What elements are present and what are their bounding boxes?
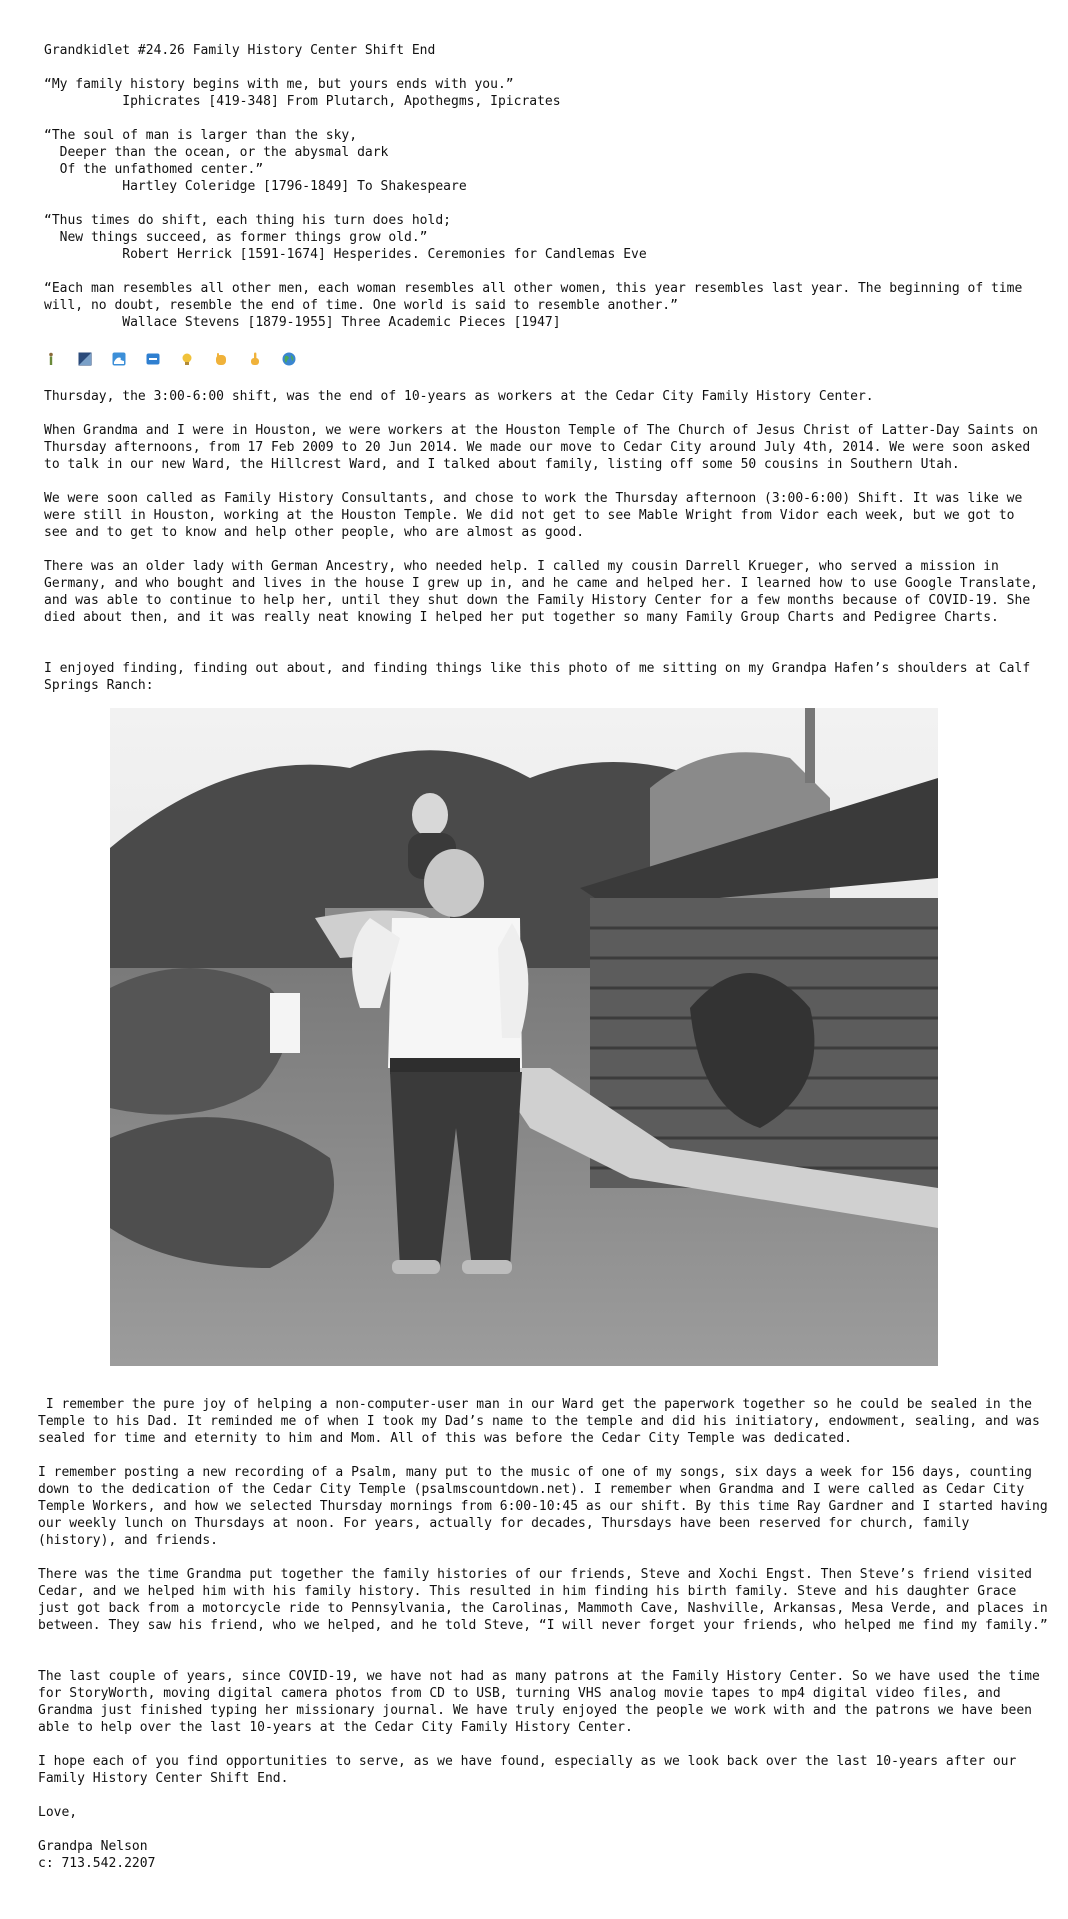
paragraph: Thursday, the 3:00-6:00 shift, was the end of 10-years as workers at the Cedar City Family History Center.	[44, 389, 874, 404]
paragraph: When Grandma and I were in Houston, we were workers at the Houston Temple of The Church of Jesus Christ of Latter-Day Saints on Thursday afternoons, from 17 Feb 2009 to 20 Jun 2014. We made our move to Cedar City around July 4th, 2014. We were soon asked to talk in our new Ward, the Hillcrest Ward, and I talked about family, listing off some 50 cousins in Southern Utah.	[44, 423, 1046, 472]
post-title: Grandkidlet #24.26 Family History Center Shift End	[44, 43, 436, 58]
quote-attribution: Wallace Stevens [1879-1955] Three Academic Pieces [1947]	[44, 315, 561, 330]
new-badge-icon	[146, 352, 160, 366]
paragraph: There was the time Grandma put together the family histories of our friends, Steve and Xochi Engst. Then Steve’s friend visited Cedar, and we helped him with his family history. This resulted in him finding his birth family. Steve and his daughter Grace just got back from a motorcycle ride to Pennsylvania, the Carolinas, Mammoth Cave, Nashville, Arkansas, Mesa Verde, and places in between. They saw his friend, who we helped, and he told Steve, “I will never forget your friends, who helped me find my family.”	[38, 1567, 1056, 1633]
quote-1	[44, 76, 1044, 110]
quote-4	[44, 280, 1044, 331]
raised-hand-icon	[214, 352, 228, 366]
paragraph: I remember posting a new recording of a Psalm, many put to the music of one of my songs, six days a week for 156 days, counting down to the dedication of the Cedar City Temple (psalmscountdown.net). I remember when Grandma and I were called as Cedar City Temple Workers, and how we selected Thursday mornings from 6:00-10:45 as our shift. By this time Ray Gardner and I started having our weekly lunch on Thursdays at noon. For years, actually for decades, Thursdays have been reserved for church, family (history), and friends.	[38, 1465, 1056, 1548]
quote-3	[44, 212, 1044, 263]
family-photo	[110, 708, 938, 1366]
quote-attribution: Iphicrates [419-348] From Plutarch, Apothegms, Ipicrates	[44, 94, 561, 109]
phone-number: c: 713.542.2207	[38, 1856, 156, 1871]
paragraph: I remember the pure joy of helping a non-computer-user man in our Ward get the paperwork together so he could be sealed in the Temple to his Dad. It reminded me of when I took my Dad’s name to the temple and did his initiatory, endowment, sealing, and was sealed for time and eternity to him and Mom. All of this was before the Cedar City Temple was dedicated.	[38, 1397, 1048, 1446]
globe-icon	[282, 352, 296, 366]
quote-text: “My family history begins with me, but yours ends with you.”	[44, 77, 514, 92]
paragraph: The last couple of years, since COVID-19, we have not had as many patrons at the Family History Center. So we have used the time for StoryWorth, moving digital camera photos from CD to USB, turning VHS analog movie tapes to mp4 digital video files, and Grandma just finished typing her missionary journal. We have truly enjoyed the people we work with and the patrons we have been able to help over the last 10-years at the Cedar City Family History Center.	[38, 1669, 1048, 1735]
quote-2	[44, 127, 1044, 195]
pointing-finger-icon	[248, 352, 262, 366]
picture-frame-icon	[78, 352, 92, 366]
quote-text: “Thus times do shift, each thing his turn does hold; New things succeed, as former things grow old.”	[44, 213, 451, 245]
quote-text: “Each man resembles all other men, each woman resembles all other women, this year resembles last year. The beginning of time will, no doubt, resemble the end of time. One world is said to resemble another.”	[44, 281, 1031, 313]
paragraph: I enjoyed finding, finding out about, and finding things like this photo of me sitting on my Grandpa Hafen’s shoulders at Calf Springs Ranch:	[44, 661, 1038, 693]
quote-attribution: Robert Herrick [1591-1674] Hesperides. Ceremonies for Candlemas Eve	[44, 247, 647, 262]
closing: Love,	[38, 1805, 78, 1820]
wave-icon	[112, 352, 126, 366]
quote-text: “The soul of man is larger than the sky, Deeper than the ocean, or the abysmal dark Of the unfathomed center.”	[44, 128, 389, 177]
quote-attribution: Hartley Coleridge [1796-1849] To Shakespeare	[44, 179, 467, 194]
paragraph: I hope each of you find opportunities to serve, as we have found, especially as we look back over the last 10-years after our Family History Center Shift End.	[38, 1754, 1025, 1786]
emoji-row	[44, 352, 296, 366]
signature: Grandpa Nelson	[38, 1839, 148, 1854]
paragraph: There was an older lady with German Ancestry, who needed help. I called my cousin Darrell Krueger, who served a mission in Germany, and who bought and lives in the house I grew up in, and he came and helped her. I learned how to use Google Translate, and was able to continue to help her, until they shut down the Family History Center for a few months because of COVID-19. She died about then, and it was really neat knowing I helped her put together so many Family Group Charts and Pedigree Charts.	[44, 559, 1046, 625]
paragraph: We were soon called as Family History Consultants, and chose to work the Thursday afternoon (3:00-6:00) Shift. It was like we were still in Houston, working at the Houston Temple. We did not get to see Mable Wright from Vidor each week, but we got to see and to get to know and help other people, who are almost as good.	[44, 491, 1031, 540]
person-standing-icon	[44, 352, 58, 366]
light-bulb-icon	[180, 352, 194, 366]
